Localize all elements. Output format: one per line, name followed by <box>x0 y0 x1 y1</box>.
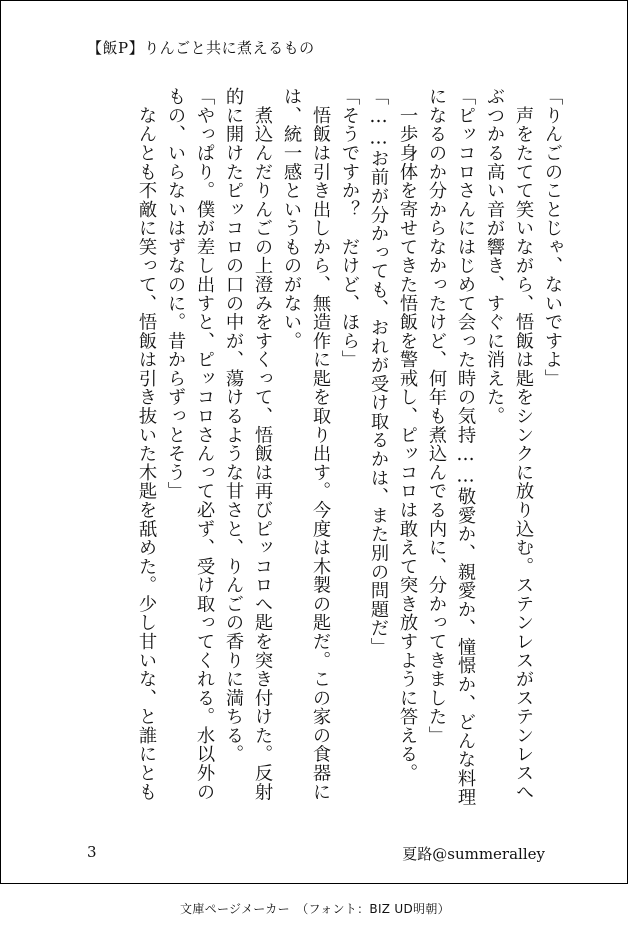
footer-credit: 文庫ページメーカー （フォント：BIZ UD明朝） <box>180 902 450 916</box>
text-column-4: 「ピッコロさんにはじめて会った時の気持……敬愛か、親愛か、憧憬か、どんな料理 <box>455 87 476 807</box>
text-column-10: は、統一感というものがない。 <box>281 87 302 351</box>
text-column-5: になるのか分からなかったけど、何年も煮込んでる内に、分かってきました」 <box>426 87 447 745</box>
text-column-15: なんとも不敵に笑って、悟飯は引き抜いた木匙を舐めた。少し甘いな、と誰にとも <box>136 87 157 802</box>
page-title: 【飯P】りんごと共に煮えるもの <box>87 39 315 57</box>
text-column-12: 的に開けたピッコロの口の中が、蕩けるような甘さと、りんごの香りに満ちる。 <box>223 87 244 764</box>
text-column-1: 「りんごのことじゃ、ないですよ」 <box>542 87 563 388</box>
text-column-3: ぶつかる高い音が響き、すぐに消えた。 <box>484 87 505 426</box>
text-column-9: 悟飯は引き出しから、無造作に匙を取り出す。今度は木製の匙だ。この家の食器に <box>310 87 331 802</box>
text-column-2: 声をたてて笑いながら、悟飯は匙をシンクに放り込む。ステンレスがステンレスへ <box>513 87 534 802</box>
text-column-14: もの、いらないはずなのに。昔からずっとそう」 <box>165 87 186 501</box>
text-column-13: 「やっぱり。僕が差し出すと、ピッコロさんって必ず、受け取ってくれる。水以外の <box>194 87 215 802</box>
page-number: 3 <box>87 843 97 861</box>
author-name: 夏路@summeralley <box>402 845 545 863</box>
text-column-7: 「……お前が分かっても、おれが受け取るかは、また別の問題だ」 <box>368 87 389 657</box>
vertical-text-body <box>47 87 567 827</box>
text-column-8: 「そうですか？ だけど、ほら」 <box>339 87 360 369</box>
text-column-6: 一歩身体を寄せてきた悟飯を警戒し、ピッコロは敢えて突き放すように答える。 <box>397 87 418 783</box>
text-column-11: 煮込んだりんごの上澄みをすくって、悟飯は再びピッコロへ匙を突き付けた。反射 <box>252 87 273 802</box>
